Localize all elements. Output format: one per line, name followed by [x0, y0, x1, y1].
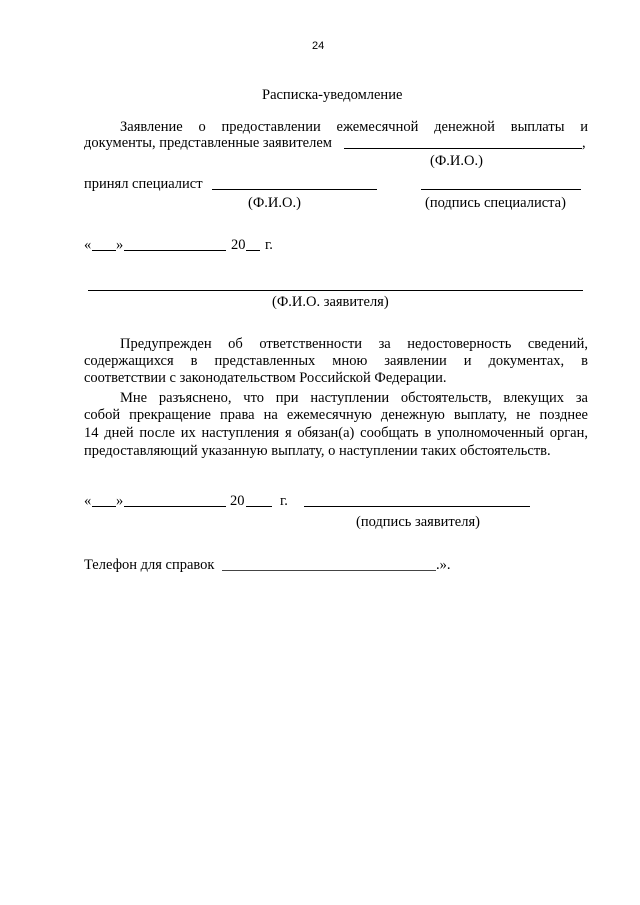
specialist-signature-caption: (подпись специалиста)	[425, 195, 566, 211]
explanation-line-4: предоставляющий указанную выплату, о наступлении таких обстоятельств.	[84, 443, 551, 459]
applicant-full-fio-caption: (Ф.И.О. заявителя)	[272, 294, 389, 310]
page-number: 24	[312, 40, 325, 52]
document-title: Расписка-уведомление	[262, 87, 403, 103]
accepted-by-label: принял специалист	[84, 176, 203, 192]
applicant-signature-caption: (подпись заявителя)	[356, 514, 480, 530]
explanation-line-1: Мне разъяснено, что при наступлении обстоятельств, влекущих за	[120, 390, 588, 406]
date2-year-blank	[246, 506, 272, 507]
phone-ending: .».	[436, 557, 451, 573]
explanation-line-3: 14 дней после их наступления я обязан(а) сообщать в уполномоченный орган,	[84, 425, 588, 441]
date1-year-prefix: 20	[231, 237, 246, 253]
statement-line-2: документы, представленные заявителем	[84, 135, 332, 151]
date2-year-suffix: г.	[280, 493, 288, 509]
applicant-fio-caption: (Ф.И.О.)	[430, 153, 483, 169]
warning-line-1: Предупрежден об ответственности за недостоверность сведений,	[120, 336, 588, 352]
date1-month-blank	[124, 250, 226, 251]
date1-close-quote: »	[116, 237, 124, 253]
date2-close-quote: »	[116, 493, 124, 509]
applicant-signature-blank	[304, 506, 530, 507]
specialist-fio-caption: (Ф.И.О.)	[248, 195, 301, 211]
explanation-line-2: собой прекращение права на ежемесячную денежную выплату, не позднее	[84, 407, 588, 423]
specialist-signature-blank	[421, 189, 581, 190]
warning-line-2: содержащихся в представленных мною заявлении и документах, в	[84, 353, 588, 369]
date2-year-prefix: 20	[230, 493, 245, 509]
date1-open-quote: «	[84, 237, 92, 253]
statement-line-1: Заявление о предоставлении ежемесячной денежной выплаты и	[120, 119, 588, 135]
specialist-fio-blank	[212, 189, 377, 190]
phone-label: Телефон для справок	[84, 557, 215, 573]
date2-month-blank	[124, 506, 226, 507]
phone-blank	[222, 570, 436, 571]
date1-year-suffix: г.	[265, 237, 273, 253]
statement-comma: ,	[582, 135, 586, 151]
applicant-fio-blank	[344, 148, 582, 149]
date2-day-blank	[92, 506, 116, 507]
date2-open-quote: «	[84, 493, 92, 509]
date1-day-blank	[92, 250, 116, 251]
applicant-fio-full-blank	[88, 290, 583, 291]
warning-line-3: соответствии с законодательством Российской Федерации.	[84, 370, 447, 386]
date1-year-blank	[246, 250, 260, 251]
